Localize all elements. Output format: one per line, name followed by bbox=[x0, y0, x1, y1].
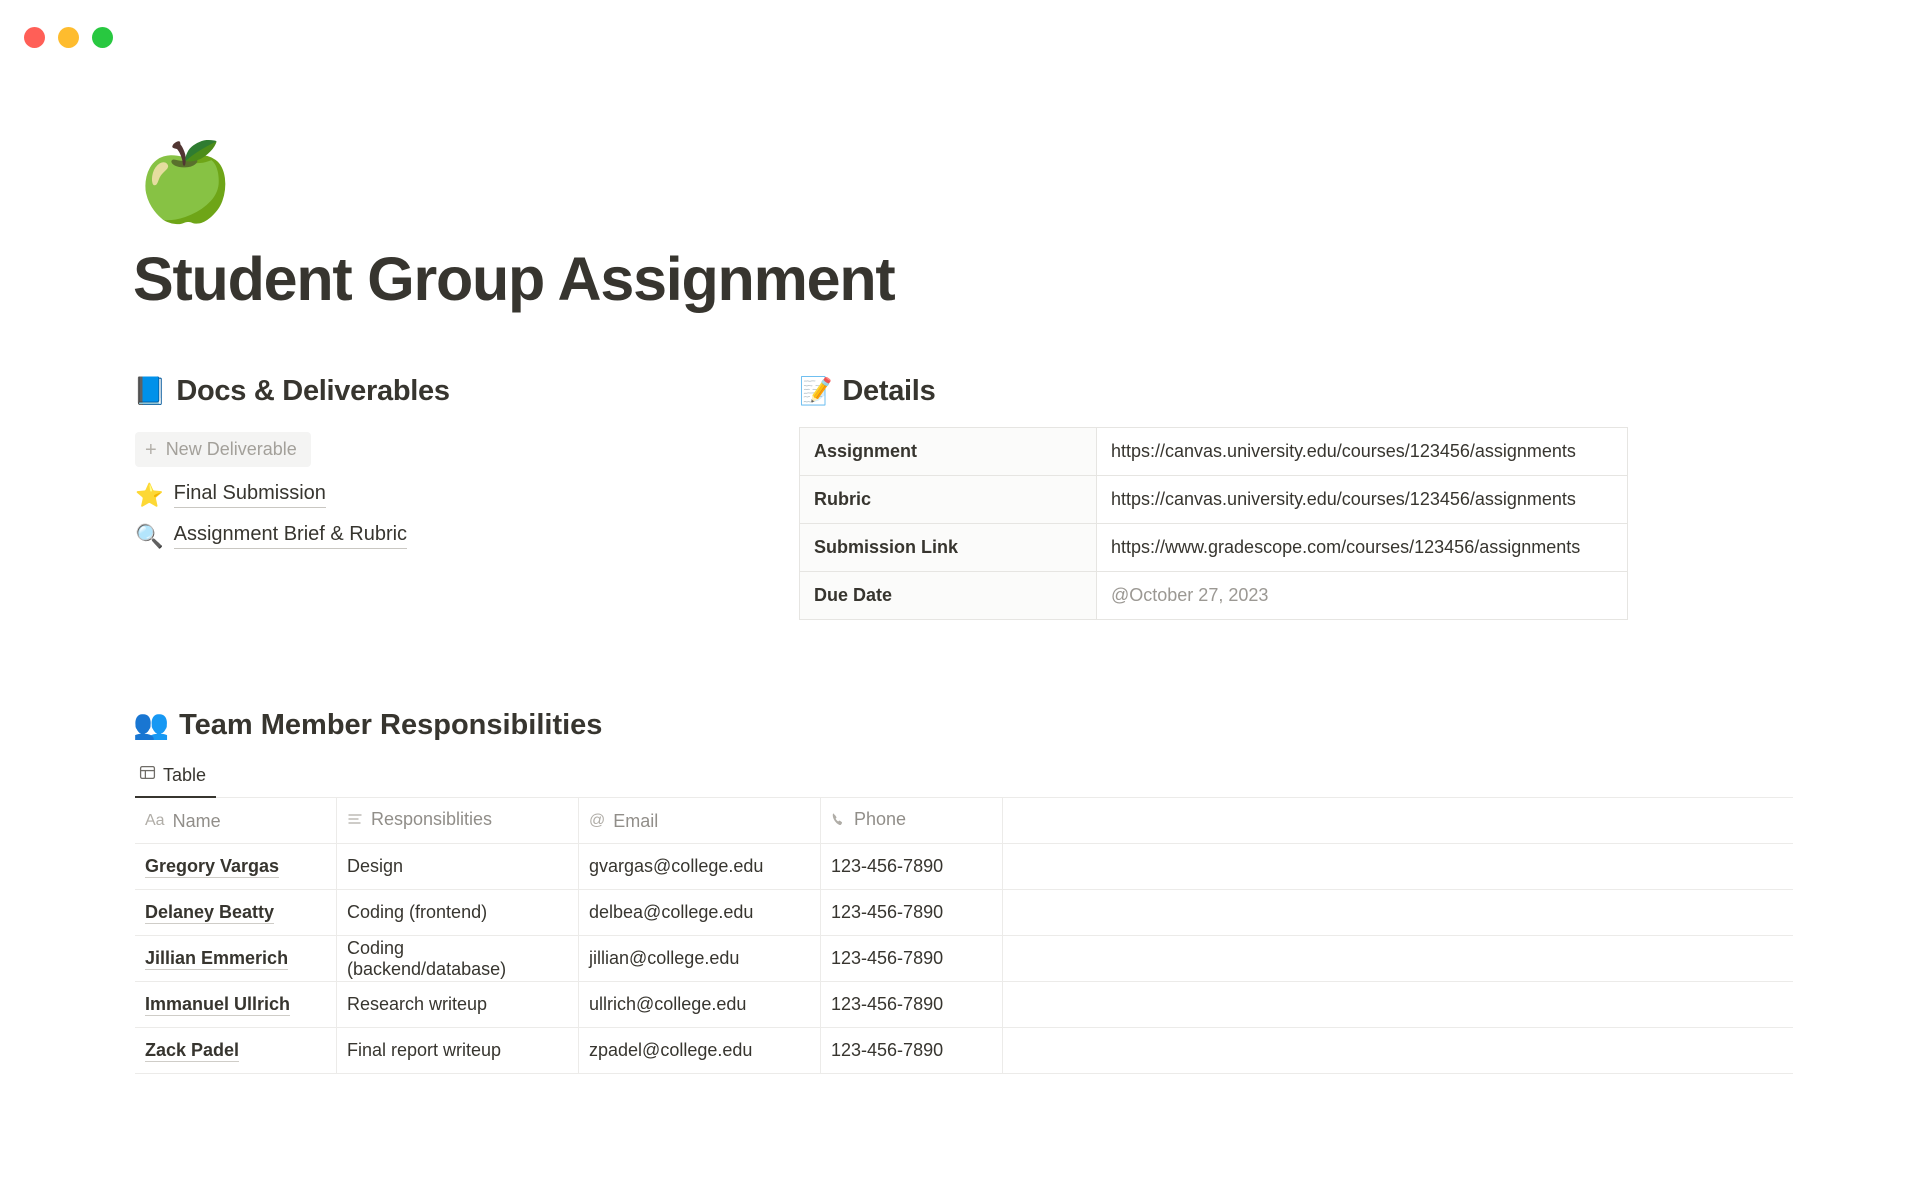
row-name-link[interactable]: Delaney Beatty bbox=[145, 902, 275, 923]
column-header-phone-label: Phone bbox=[854, 809, 907, 830]
docs-deliverables-heading-text: Docs & Deliverables bbox=[176, 375, 450, 408]
cell-responsibilities[interactable]: Coding (backend/database) bbox=[337, 936, 579, 982]
cell-responsibilities[interactable]: Research writeup bbox=[337, 982, 579, 1028]
cell-responsibilities[interactable]: Coding (frontend) bbox=[337, 890, 579, 936]
details-column bbox=[799, 375, 1699, 620]
details-row bbox=[800, 572, 1628, 620]
plus-icon: + bbox=[145, 438, 157, 461]
two-column-region bbox=[133, 375, 1813, 620]
cell-email[interactable]: delbea@college.edu bbox=[579, 890, 821, 936]
table-header-row bbox=[135, 798, 1793, 844]
column-header-name-label: Name bbox=[172, 810, 221, 831]
cell-phone[interactable]: 123-456-7890 bbox=[821, 1028, 1003, 1074]
row-name-link[interactable]: Immanuel Ullrich bbox=[145, 994, 291, 1015]
cell-name[interactable] bbox=[135, 890, 337, 936]
team-table bbox=[135, 798, 1793, 1074]
column-header-email-label: Email bbox=[613, 810, 659, 831]
table-row bbox=[135, 982, 1793, 1028]
team-responsibilities-section bbox=[133, 708, 1813, 1074]
cell-phone[interactable]: 123-456-7890 bbox=[821, 936, 1003, 982]
cell-phone[interactable]: 123-456-7890 bbox=[821, 844, 1003, 890]
details-row bbox=[800, 428, 1628, 476]
window-controls bbox=[24, 27, 113, 48]
table-row bbox=[135, 1028, 1793, 1074]
cell-email[interactable]: ullrich@college.edu bbox=[579, 982, 821, 1028]
cell-phone[interactable]: 123-456-7890 bbox=[821, 982, 1003, 1028]
team-responsibilities-heading bbox=[133, 708, 1813, 742]
cell-email[interactable]: jillian@college.edu bbox=[579, 936, 821, 982]
cell-name[interactable] bbox=[135, 844, 337, 890]
column-header-name[interactable] bbox=[135, 798, 337, 844]
cell-name[interactable] bbox=[135, 982, 337, 1028]
details-key: Rubric bbox=[800, 476, 1097, 524]
document-page bbox=[0, 74, 1920, 1200]
details-value-rubric-link[interactable]: https://canvas.university.edu/courses/123456/assignments bbox=[1097, 476, 1628, 524]
cell-name[interactable] bbox=[135, 936, 337, 982]
cell-phone[interactable]: 123-456-7890 bbox=[821, 890, 1003, 936]
cell-name[interactable] bbox=[135, 1028, 337, 1074]
star-icon: ⭐ bbox=[135, 481, 164, 508]
details-value-submission-link[interactable]: https://www.gradescope.com/courses/123456/assignments bbox=[1097, 524, 1628, 572]
details-table bbox=[799, 427, 1628, 620]
details-row bbox=[800, 476, 1628, 524]
row-name-link[interactable]: Gregory Vargas bbox=[145, 856, 280, 877]
minimize-window-button[interactable] bbox=[58, 27, 79, 48]
row-name-link[interactable]: Jillian Emmerich bbox=[145, 948, 289, 969]
cell-empty bbox=[1003, 844, 1794, 890]
team-heading-text: Team Member Responsibilities bbox=[179, 708, 603, 741]
cell-empty bbox=[1003, 936, 1794, 982]
phone-icon bbox=[831, 812, 846, 827]
row-name-link[interactable]: Zack Padel bbox=[145, 1040, 240, 1061]
cell-responsibilities[interactable]: Final report writeup bbox=[337, 1028, 579, 1074]
table-row bbox=[135, 936, 1793, 982]
new-deliverable-label: New Deliverable bbox=[165, 439, 297, 460]
people-icon: 👥 bbox=[133, 709, 170, 742]
apple-icon[interactable]: 🍏 bbox=[137, 137, 235, 225]
deliverable-link-label[interactable]: Assignment Brief & Rubric bbox=[174, 523, 407, 549]
magnifier-icon: 🔍 bbox=[135, 522, 164, 549]
memo-icon: 📝 bbox=[799, 376, 833, 407]
at-icon: @ bbox=[589, 812, 606, 830]
cell-empty bbox=[1003, 890, 1794, 936]
maximize-window-button[interactable] bbox=[92, 27, 113, 48]
tab-table[interactable] bbox=[135, 760, 216, 798]
page-content bbox=[133, 137, 1813, 1074]
tab-table-label: Table bbox=[163, 764, 207, 785]
cell-empty bbox=[1003, 982, 1794, 1028]
deliverable-link-assignment-brief[interactable] bbox=[135, 523, 799, 549]
text-lines-icon bbox=[347, 811, 363, 827]
details-value-due-date[interactable]: @October 27, 2023 bbox=[1097, 572, 1628, 620]
window-titlebar bbox=[0, 0, 1920, 74]
cell-email[interactable]: gvargas@college.edu bbox=[579, 844, 821, 890]
cell-responsibilities[interactable]: Design bbox=[337, 844, 579, 890]
table-icon bbox=[139, 764, 156, 786]
page-title: Student Group Assignment bbox=[133, 245, 895, 313]
database-view-tabs bbox=[135, 760, 1793, 798]
table-row bbox=[135, 844, 1793, 890]
table-row bbox=[135, 890, 1793, 936]
details-key: Submission Link bbox=[800, 524, 1097, 572]
deliverable-link-final-submission[interactable] bbox=[135, 482, 799, 508]
docs-deliverables-column bbox=[133, 375, 799, 620]
cell-email[interactable]: zpadel@college.edu bbox=[579, 1028, 821, 1074]
new-deliverable-button[interactable] bbox=[135, 432, 311, 467]
column-header-add[interactable] bbox=[1003, 798, 1794, 844]
details-heading bbox=[799, 375, 1699, 408]
docs-deliverables-heading bbox=[133, 375, 799, 408]
details-heading-text: Details bbox=[842, 375, 936, 408]
details-row bbox=[800, 524, 1628, 572]
details-key: Due Date bbox=[800, 572, 1097, 620]
close-window-button[interactable] bbox=[24, 27, 45, 48]
deliverable-link-label[interactable]: Final Submission bbox=[174, 482, 326, 508]
column-header-email[interactable] bbox=[579, 798, 821, 844]
text-type-icon: Aa bbox=[145, 812, 165, 830]
details-value-assignment-link[interactable]: https://canvas.university.edu/courses/123456/assignments bbox=[1097, 428, 1628, 476]
details-key: Assignment bbox=[800, 428, 1097, 476]
closed-book-icon: 📘 bbox=[133, 376, 167, 407]
column-header-responsibilities-label: Responsiblities bbox=[371, 808, 493, 829]
cell-empty bbox=[1003, 1028, 1794, 1074]
column-header-responsibilities[interactable] bbox=[337, 798, 579, 844]
column-header-phone[interactable] bbox=[821, 798, 1003, 844]
